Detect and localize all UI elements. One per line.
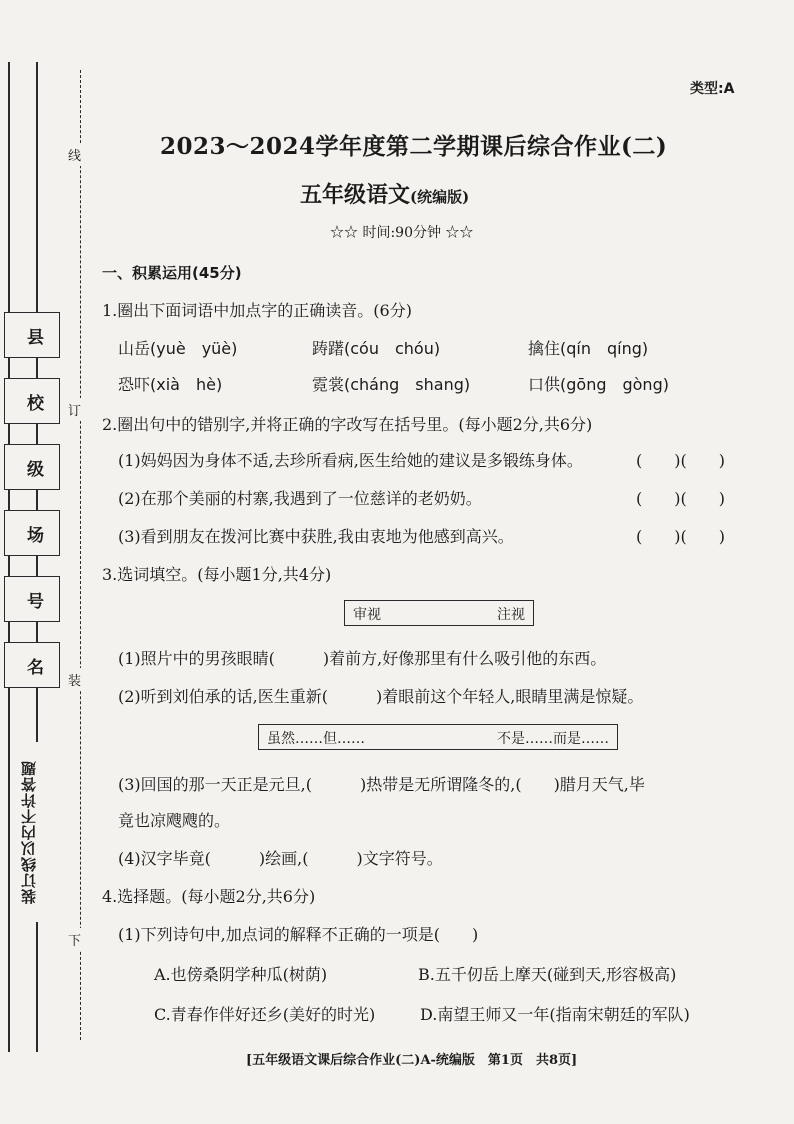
q4-sub-1: (1)下列诗句中,加点词的解释不正确的一项是( ) bbox=[118, 925, 479, 944]
paper-type: 类型:A bbox=[690, 81, 735, 97]
margin-word-ding: 订 bbox=[68, 398, 81, 421]
question-3-prompt: 3.选词填空。(每小题1分,共4分) bbox=[102, 565, 332, 584]
q3-item-1: (1)照片中的男孩眼睛( )着前方,好像那里有什么吸引他的东西。 bbox=[118, 649, 607, 668]
question-4-prompt: 4.选择题。(每小题2分,共6分) bbox=[102, 887, 316, 906]
q4-option-b: B.五千仞岳上摩天(碰到天,形容极高) bbox=[418, 965, 677, 984]
margin-word-xia: 下 bbox=[68, 928, 81, 951]
question-2-prompt: 2.圈出句中的错别字,并将正确的字改写在括号里。(每小题2分,共6分) bbox=[102, 415, 593, 434]
cut-line bbox=[80, 70, 82, 1040]
field-grade-label: 级 bbox=[27, 460, 44, 480]
q3-item-4: (4)汉字毕竟( )绘画,( )文字符号。 bbox=[118, 849, 443, 868]
q3-item-3-line2: 竟也凉飕飕的。 bbox=[118, 811, 231, 830]
subtitle-edition: (统编版) bbox=[410, 188, 470, 206]
q2-item-1: (1)妈妈因为身体不适,去珍所看病,医生给她的建议是多锻练身体。 bbox=[118, 451, 583, 470]
q4-option-c: C.青春作伴好还乡(美好的时光) bbox=[154, 1005, 376, 1024]
word-choice-4: 不是……而是…… bbox=[497, 731, 609, 747]
q2-answer-2[interactable]: ( )( ) bbox=[636, 489, 725, 508]
subtitle-main: 五年级语文 bbox=[300, 182, 411, 208]
binding-notice: 装订线以内不许答题 bbox=[18, 742, 44, 922]
field-number-box bbox=[4, 576, 60, 622]
word-choice-3: 虽然……但…… bbox=[267, 731, 365, 747]
field-hall-label: 场 bbox=[27, 526, 44, 546]
q1-item-2: 踌躇(cóu chóu) bbox=[312, 339, 441, 358]
page-subtitle bbox=[300, 178, 469, 209]
field-grade-box bbox=[4, 444, 60, 490]
q2-item-2: (2)在那个美丽的村寨,我遇到了一位慈详的老奶奶。 bbox=[118, 489, 482, 508]
page-footer: [五年级语文课后综合作业(二)A-统编版 第1页 共8页] bbox=[246, 1053, 578, 1068]
q2-item-3: (3)看到朋友在拨河比赛中获胜,我由衷地为他感到高兴。 bbox=[118, 527, 514, 546]
word-choice-box-2 bbox=[258, 724, 618, 750]
word-choice-box-1 bbox=[344, 600, 534, 626]
field-name-label: 名 bbox=[27, 658, 44, 678]
field-school-label: 校 bbox=[27, 394, 44, 414]
q3-item-2: (2)听到刘伯承的话,医生重新( )着眼前这个年轻人,眼睛里满是惊疑。 bbox=[118, 687, 644, 706]
page-title: 2023～2024学年度第二学期课后综合作业(二) bbox=[160, 133, 668, 160]
field-name-box bbox=[4, 642, 60, 688]
margin-word-zhuang: 装 bbox=[68, 668, 81, 691]
field-school-box bbox=[4, 378, 60, 424]
q4-option-d: D.南望王师又一年(指南宋朝廷的军队) bbox=[420, 1005, 690, 1024]
field-county-label: 县 bbox=[27, 328, 44, 348]
section-heading: 一、积累运用(45分) bbox=[102, 264, 242, 282]
word-choice-2: 注视 bbox=[497, 607, 525, 623]
q1-item-3: 擒住(qín qíng) bbox=[528, 339, 649, 358]
field-county-box bbox=[4, 312, 60, 358]
q2-answer-3[interactable]: ( )( ) bbox=[636, 527, 725, 546]
time-limit: ☆☆ 时间:90分钟 ☆☆ bbox=[330, 225, 474, 241]
question-1-prompt: 1.圈出下面词语中加点字的正确读音。(6分) bbox=[102, 301, 412, 320]
field-hall-box bbox=[4, 510, 60, 556]
q1-item-6: 口供(gōng gòng) bbox=[528, 375, 669, 394]
field-number-label: 号 bbox=[27, 592, 44, 612]
q1-item-5: 霓裳(cháng shang) bbox=[312, 375, 471, 394]
q1-item-4: 恐吓(xià hè) bbox=[118, 375, 223, 394]
q2-answer-1[interactable]: ( )( ) bbox=[636, 451, 725, 470]
margin-word-xian: 线 bbox=[68, 143, 81, 166]
q3-item-3-line1: (3)回国的那一天正是元旦,( )热带是无所谓隆冬的,( )腊月天气,毕 bbox=[118, 775, 645, 794]
word-choice-1: 审视 bbox=[353, 607, 381, 623]
q1-item-1: 山岳(yuè yüè) bbox=[118, 339, 238, 358]
q4-option-a: A.也傍桑阴学种瓜(树荫) bbox=[154, 965, 328, 984]
margin-line bbox=[8, 62, 10, 1052]
